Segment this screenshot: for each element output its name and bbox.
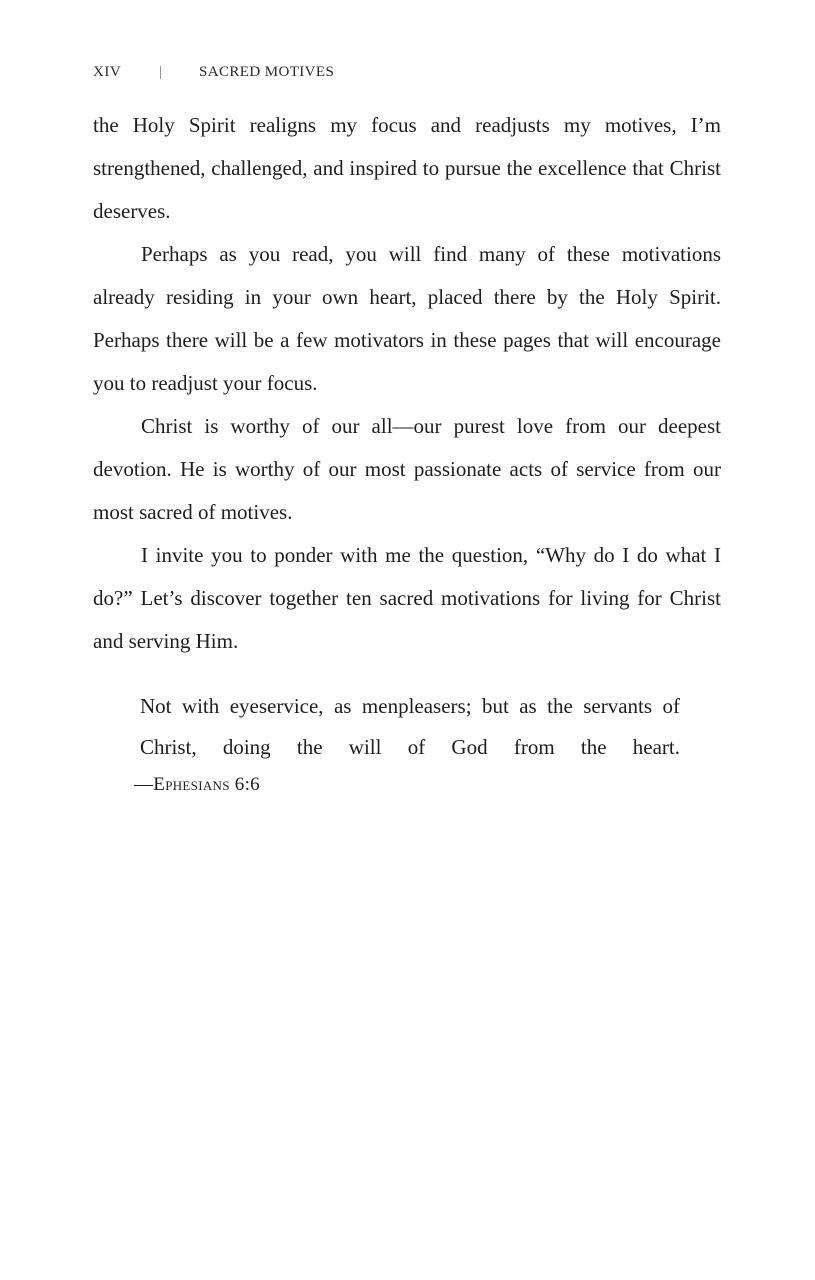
epigraph-quote: Not with eyeservice, as menpleasers; but as the servants of Christ, doing the will of God from the heart. [140, 694, 680, 759]
running-head [93, 62, 334, 82]
paragraph: the Holy Spirit realigns my focus and readjusts my motives, I’m strengthened, challenged, and inspired to pursue the excellence that Christ deserves. [93, 113, 721, 223]
epigraph-attribution: —Ephesians 6:6 [134, 774, 260, 795]
paragraph: Perhaps as you read, you will find many of these motivations already residing in your own heart, placed there by the Holy Spirit. Perhaps there will be a few motivators in these pages that will encourage you to readjust your focus. [93, 242, 721, 395]
book-title: SACRED MOTIVES [199, 63, 335, 80]
page-number: XIV [93, 63, 122, 80]
header-separator: | [159, 63, 163, 80]
paragraph: I invite you to ponder with me the question, “Why do I do what I do?” Let’s discover together ten sacred motivations for living for Christ and serving Him. [93, 543, 721, 653]
paragraph: Christ is worthy of our all—our purest love from our deepest devotion. He is worthy of our most passionate acts of service from our most sacred of motives. [93, 414, 721, 524]
scripture-epigraph [134, 686, 680, 802]
body-text [93, 104, 721, 663]
